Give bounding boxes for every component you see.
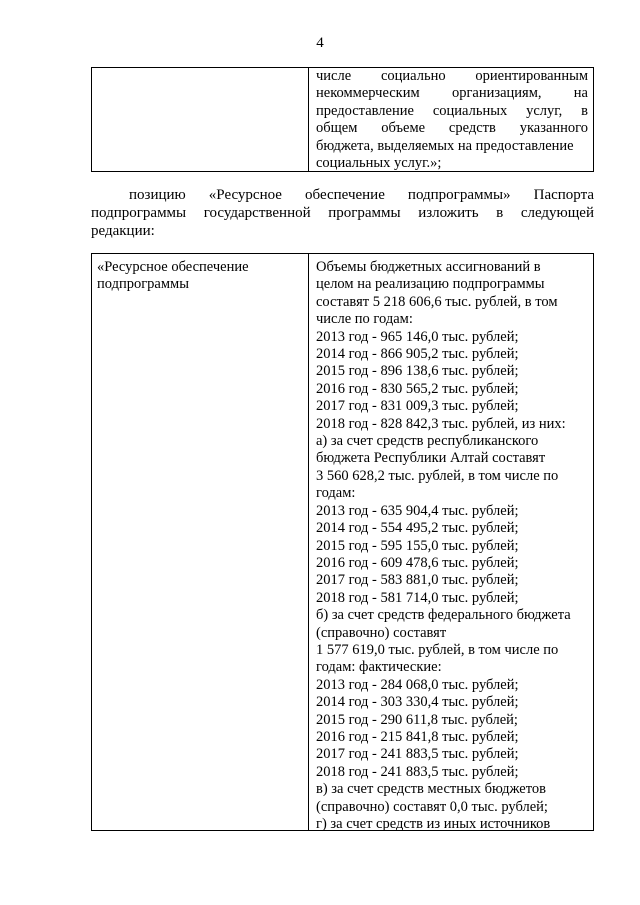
column-divider <box>308 68 309 171</box>
text-line: 2017 год - 831 009,3 тыс. рублей; <box>316 398 519 415</box>
text-line: 2014 год - 866 905,2 тыс. рублей; <box>316 346 519 363</box>
text-line: а) за счет средств республиканского <box>316 433 539 450</box>
table-fragment-top <box>91 67 594 172</box>
text-line: 2014 год - 303 330,4 тыс. рублей; <box>316 694 519 711</box>
text-line: (справочно) составят <box>316 624 447 641</box>
text-line: в) за счет средств местных бюджетов <box>316 781 546 798</box>
text-line: годам: <box>316 485 356 502</box>
text-line: редакции: <box>91 223 155 239</box>
text-line: б) за счет средств федерального бюджета <box>316 607 571 624</box>
text-line: 2017 год - 241 883,5 тыс. рублей; <box>316 746 519 763</box>
text-line: некоммерческим организациям, на <box>316 85 588 102</box>
text-line: 2015 год - 896 138,6 тыс. рублей; <box>316 363 519 380</box>
text-line: общем объеме средств указанного <box>316 120 588 137</box>
table-cell-right <box>316 259 591 833</box>
text-line: 2016 год - 215 841,8 тыс. рублей; <box>316 728 519 745</box>
page-number: 4 <box>316 35 324 51</box>
instruction-paragraph <box>91 186 594 240</box>
text-line: социальных услуг.»; <box>316 155 442 172</box>
text-line: годам: фактические: <box>316 659 442 676</box>
text-line: 2015 год - 595 155,0 тыс. рублей; <box>316 537 519 554</box>
table-cell-left <box>97 259 302 294</box>
text-line: «Ресурсное обеспечение <box>97 259 249 275</box>
text-line: Объемы бюджетных ассигнований в <box>316 259 541 275</box>
resource-table <box>91 253 594 831</box>
text-line: 2016 год - 830 565,2 тыс. рублей; <box>316 380 519 397</box>
text-line: бюджета Республики Алтай составят <box>316 450 546 467</box>
text-line: бюджета, выделяемых на предоставление <box>316 137 574 154</box>
text-line: 1 577 619,0 тыс. рублей, в том числе по <box>316 641 559 658</box>
text-line: 2015 год - 290 611,8 тыс. рублей; <box>316 711 518 728</box>
text-line: числе социально ориентированным <box>316 68 588 84</box>
text-line: позицию «Ресурсное обеспечение подпрограммы» Паспорта <box>129 187 594 203</box>
text-line: числе по годам: <box>316 311 413 328</box>
text-line: 3 560 628,2 тыс. рублей, в том числе по <box>316 467 559 484</box>
text-line: предоставление социальных услуг, в <box>316 102 588 119</box>
text-line: 2018 год - 241 883,5 тыс. рублей; <box>316 763 519 780</box>
text-line: 2014 год - 554 495,2 тыс. рублей; <box>316 520 519 537</box>
column-divider <box>308 254 309 831</box>
text-line: 2018 год - 828 842,3 тыс. рублей, из них: <box>316 415 566 432</box>
text-line: 2013 год - 284 068,0 тыс. рублей; <box>316 676 519 693</box>
text-line: подпрограммы государственной программы изложить в следующей <box>91 205 594 221</box>
text-line: 2013 год - 635 904,4 тыс. рублей; <box>316 502 519 519</box>
text-line: 2016 год - 609 478,6 тыс. рублей; <box>316 554 519 571</box>
text-line: составят 5 218 606,6 тыс. рублей, в том <box>316 293 558 310</box>
text-line: подпрограммы <box>97 276 189 293</box>
text-line: 2017 год - 583 881,0 тыс. рублей; <box>316 572 519 589</box>
text-line: 2013 год - 965 146,0 тыс. рублей; <box>316 328 519 345</box>
text-line: целом на реализацию подпрограммы <box>316 276 545 293</box>
text-line: (справочно) составят 0,0 тыс. рублей; <box>316 798 548 815</box>
text-line: 2018 год - 581 714,0 тыс. рублей; <box>316 589 519 606</box>
table-cell-right <box>316 68 588 172</box>
text-line: г) за счет средств из иных источников <box>316 816 551 832</box>
